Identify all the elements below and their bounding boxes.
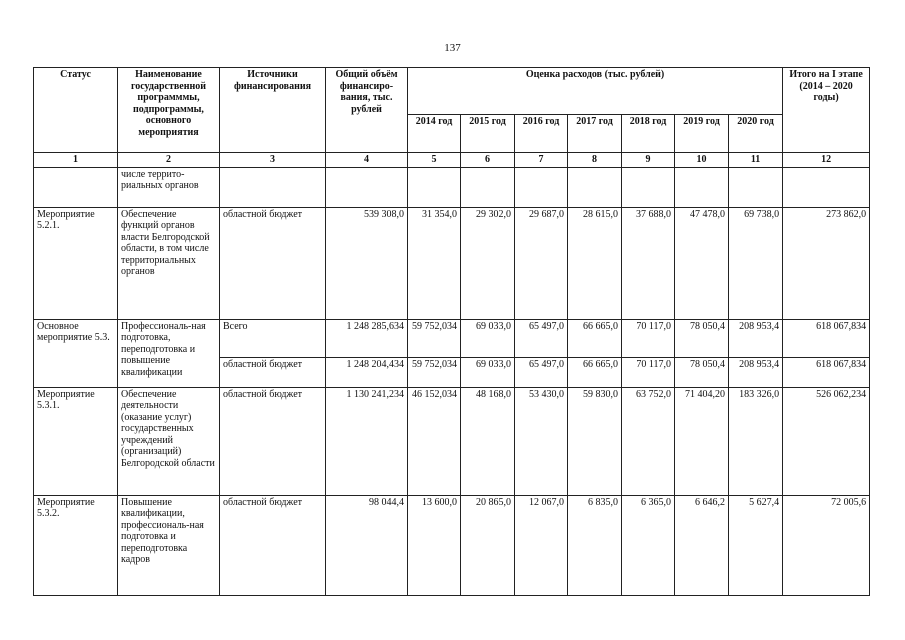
- header-source: Источники финансирования: [220, 68, 326, 153]
- row-stage-total: 618 067,834: [783, 319, 870, 357]
- row-value-2016: 53 430,0: [515, 387, 568, 495]
- row-total: 1 130 241,234: [326, 387, 408, 495]
- header-year-2016: 2016 год: [515, 115, 568, 153]
- header-status: Статус: [34, 68, 118, 153]
- row-value-2020: [729, 167, 783, 207]
- column-number: 11: [729, 153, 783, 168]
- row-source: областной бюджет: [220, 207, 326, 319]
- row-value-2016: [515, 167, 568, 207]
- row-value-2020: 208 953,4: [729, 319, 783, 357]
- row-value-2018: [622, 167, 675, 207]
- row-value-2015: 69 033,0: [461, 319, 515, 357]
- row-value-2015: [461, 167, 515, 207]
- financing-table: [33, 67, 870, 596]
- row-value-2016: 12 067,0: [515, 495, 568, 595]
- row-value-2020: 183 326,0: [729, 387, 783, 495]
- row-value-2018: 6 365,0: [622, 495, 675, 595]
- row-value-2019: 78 050,4: [675, 319, 729, 357]
- row-value-2015: 69 033,0: [461, 357, 515, 387]
- row-status: Мероприятие 5.3.2.: [34, 495, 118, 595]
- row-source: областной бюджет: [220, 357, 326, 387]
- header-stage-total: Итого на I этапе (2014 – 2020 годы): [783, 68, 870, 153]
- column-number: 12: [783, 153, 870, 168]
- row-value-2019: 71 404,20: [675, 387, 729, 495]
- column-number: 9: [622, 153, 675, 168]
- row-total: 539 308,0: [326, 207, 408, 319]
- header-estimate: Оценка расходов (тыс. рублей): [408, 68, 783, 115]
- row-value-2014: 31 354,0: [408, 207, 461, 319]
- header-year-2019: 2019 год: [675, 115, 729, 153]
- row-value-2020: 208 953,4: [729, 357, 783, 387]
- row-value-2020: 5 627,4: [729, 495, 783, 595]
- column-number: 6: [461, 153, 515, 168]
- row-total: 98 044,4: [326, 495, 408, 595]
- row-value-2014: 46 152,034: [408, 387, 461, 495]
- header-year-2014: 2014 год: [408, 115, 461, 153]
- row-value-2017: 28 615,0: [568, 207, 622, 319]
- column-number: 3: [220, 153, 326, 168]
- row-value-2020: 69 738,0: [729, 207, 783, 319]
- header-total: Общий объём финансиро-вания, тыс. рублей: [326, 68, 408, 153]
- table-row: [34, 167, 870, 207]
- row-value-2016: 65 497,0: [515, 357, 568, 387]
- row-value-2017: [568, 167, 622, 207]
- column-number: 2: [118, 153, 220, 168]
- column-number: 4: [326, 153, 408, 168]
- row-status: [34, 167, 118, 207]
- row-total: 1 248 204,434: [326, 357, 408, 387]
- row-status: Мероприятие 5.2.1.: [34, 207, 118, 319]
- table-row: [34, 387, 870, 495]
- row-total: [326, 167, 408, 207]
- header-year-2015: 2015 год: [461, 115, 515, 153]
- row-value-2014: 59 752,034: [408, 319, 461, 357]
- row-value-2018: 70 117,0: [622, 319, 675, 357]
- row-name: Профессиональ-ная подготовка, переподготовка и повышение квалификации: [118, 319, 220, 387]
- row-source: [220, 167, 326, 207]
- row-value-2017: 6 835,0: [568, 495, 622, 595]
- row-value-2015: 20 865,0: [461, 495, 515, 595]
- column-number: 5: [408, 153, 461, 168]
- row-status: Мероприятие 5.3.1.: [34, 387, 118, 495]
- row-value-2017: 66 665,0: [568, 357, 622, 387]
- row-value-2014: 59 752,034: [408, 357, 461, 387]
- row-value-2016: 29 687,0: [515, 207, 568, 319]
- row-stage-total: 273 862,0: [783, 207, 870, 319]
- row-value-2019: 47 478,0: [675, 207, 729, 319]
- table-row: [34, 495, 870, 595]
- row-name: числе террито-риальных органов: [118, 167, 220, 207]
- row-source: областной бюджет: [220, 495, 326, 595]
- row-stage-total: 72 005,6: [783, 495, 870, 595]
- column-number: 10: [675, 153, 729, 168]
- column-number: 7: [515, 153, 568, 168]
- row-total: 1 248 285,634: [326, 319, 408, 357]
- row-value-2017: 66 665,0: [568, 319, 622, 357]
- row-value-2019: [675, 167, 729, 207]
- row-value-2016: 65 497,0: [515, 319, 568, 357]
- row-name: Повышение квалификации, профессиональ-ная подготовка и переподготовка кадров: [118, 495, 220, 595]
- row-name: Обеспечение деятельности (оказание услуг) государственных учреждений (организаций) Белгородской области: [118, 387, 220, 495]
- page-number: 137: [444, 42, 461, 54]
- column-number: 8: [568, 153, 622, 168]
- row-value-2017: 59 830,0: [568, 387, 622, 495]
- row-value-2015: 48 168,0: [461, 387, 515, 495]
- table-row: [34, 207, 870, 319]
- row-value-2014: [408, 167, 461, 207]
- row-stage-total: 618 067,834: [783, 357, 870, 387]
- row-value-2015: 29 302,0: [461, 207, 515, 319]
- row-value-2019: 6 646,2: [675, 495, 729, 595]
- row-source: областной бюджет: [220, 387, 326, 495]
- row-stage-total: 526 062,234: [783, 387, 870, 495]
- table-row: [34, 319, 870, 357]
- row-stage-total: [783, 167, 870, 207]
- header-year-2020: 2020 год: [729, 115, 783, 153]
- header-name: Наименование государственной программмы, подпрограммы, основного мероприятия: [118, 68, 220, 153]
- column-number-row: [34, 153, 870, 168]
- row-value-2018: 70 117,0: [622, 357, 675, 387]
- row-value-2019: 78 050,4: [675, 357, 729, 387]
- row-name: Обеспечение функций органов власти Белгородской области, в том числе территориальных органов: [118, 207, 220, 319]
- row-value-2014: 13 600,0: [408, 495, 461, 595]
- row-value-2018: 37 688,0: [622, 207, 675, 319]
- column-number: 1: [34, 153, 118, 168]
- header-year-2018: 2018 год: [622, 115, 675, 153]
- row-status: Основное мероприятие 5.3.: [34, 319, 118, 387]
- header-year-2017: 2017 год: [568, 115, 622, 153]
- row-source: Всего: [220, 319, 326, 357]
- row-value-2018: 63 752,0: [622, 387, 675, 495]
